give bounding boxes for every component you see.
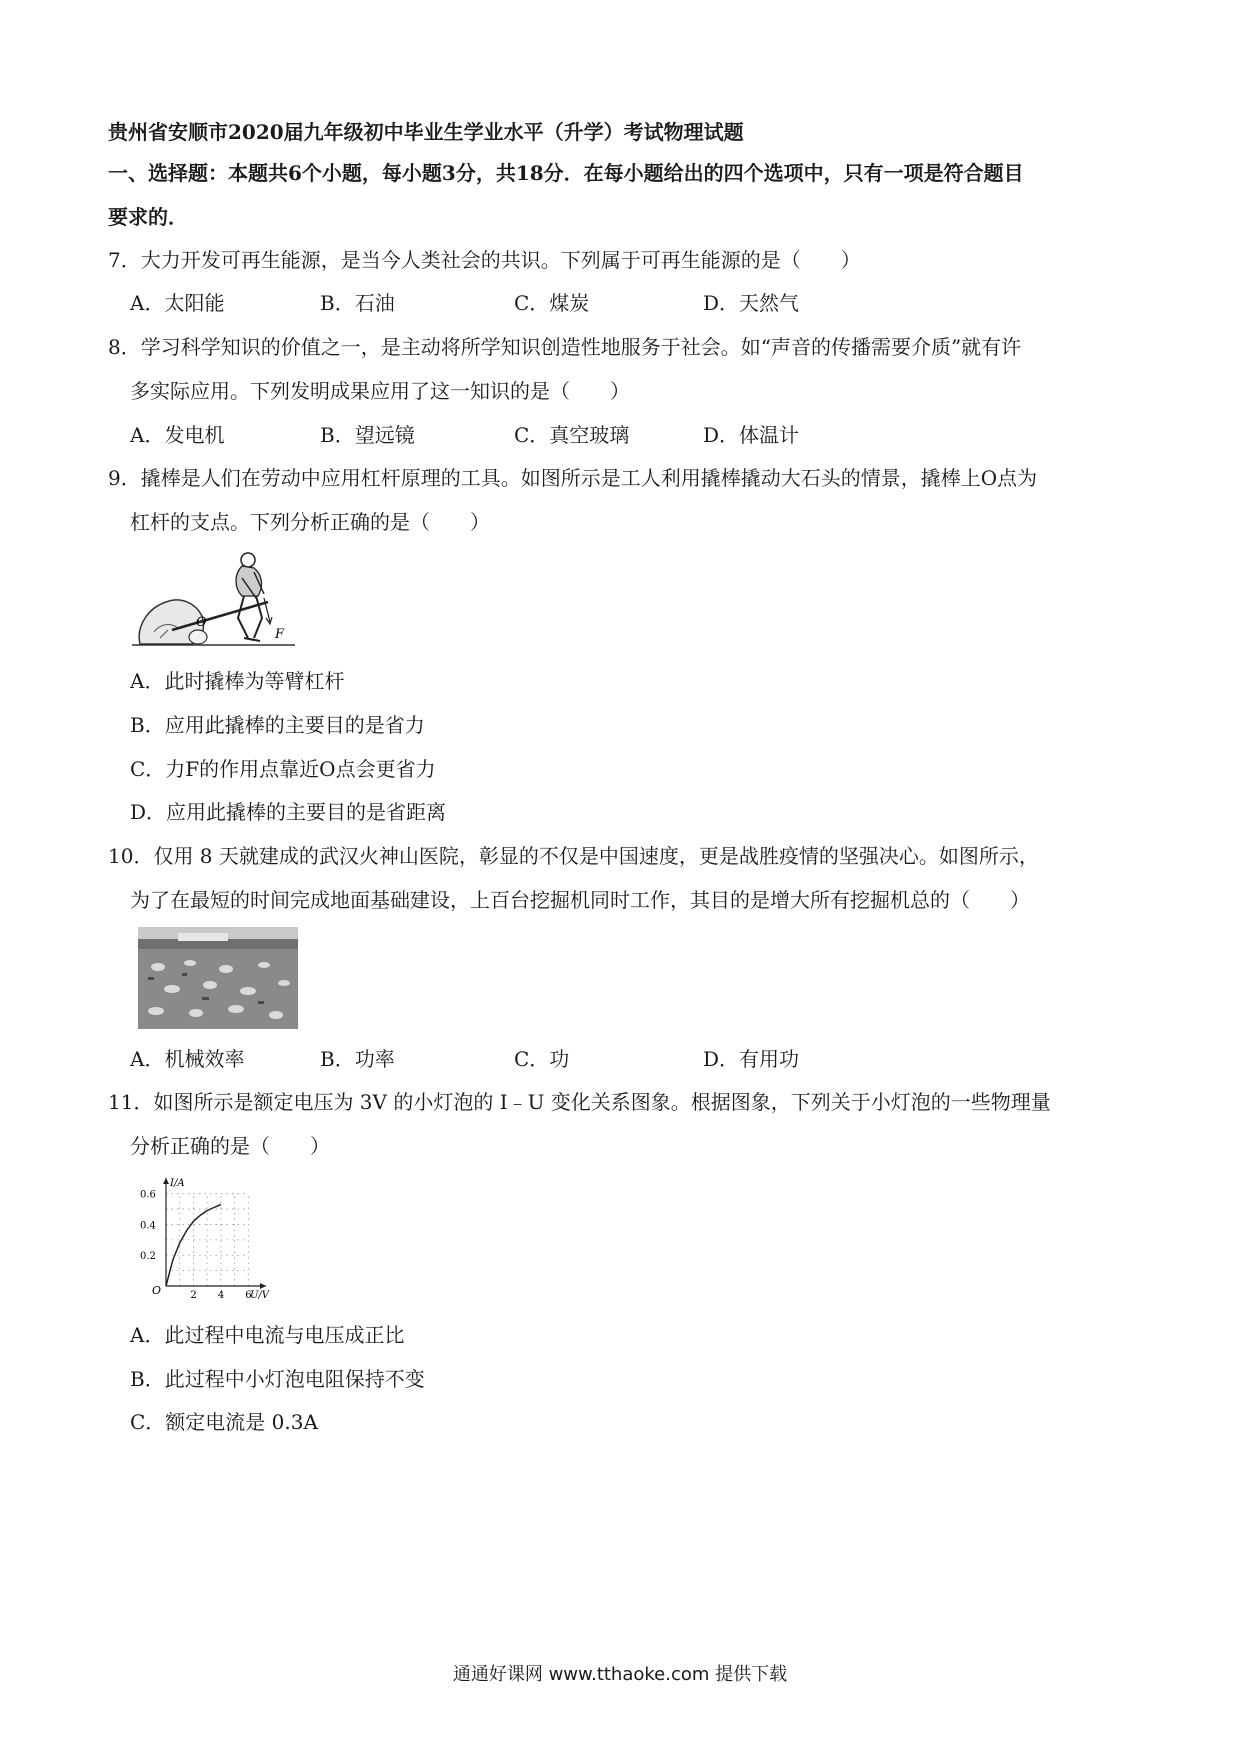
question-11-stem-line2: 分析正确的是（ ） xyxy=(130,1134,330,1158)
y-axis-arrow xyxy=(163,1178,169,1184)
question-10-stem-line2: 为了在最短的时间完成地面基础建设，上百台挖掘机同时工作，其目的是增大所有挖掘机总的（ ） xyxy=(130,888,1030,912)
question-8-stem-line1: 8．学习科学知识的价值之一，是主动将所学知识创造性地服务于社会。如“声音的传播需要介质”就有许 xyxy=(108,335,1022,359)
section-header-line1: 一、选择题：本题共6个小题，每小题3分，共18分．在每小题给出的四个选项中，只有一项是符合题目 xyxy=(108,161,1024,185)
excavators-photo xyxy=(138,927,298,1029)
page-footer: 通通好课网 www.tthaoke.com 提供下载 xyxy=(452,1664,788,1685)
q9-option-d: D．应用此撬棒的主要目的是省距离 xyxy=(130,800,447,824)
section-header-line2: 要求的． xyxy=(108,205,188,229)
q7-option-a: A．太阳能 xyxy=(130,291,225,315)
iu-chart xyxy=(126,1172,276,1302)
x-axis-arrow xyxy=(260,1283,266,1289)
force-label: F xyxy=(275,627,285,642)
chart-origin-label: O xyxy=(152,1284,162,1297)
question-7-stem: 7．大力开发可再生能源，是当今人类社会的共识。下列属于可再生能源的是（ ） xyxy=(108,248,861,272)
q9-option-c: C．力F的作用点靠近O点会更省力 xyxy=(130,757,436,781)
y-tick-label: 0.2 xyxy=(140,1251,156,1263)
q10-option-a: A．机械效率 xyxy=(130,1047,245,1071)
q8-option-b: B．望远镜 xyxy=(320,423,415,447)
q9-option-a: A．此时撬棒为等臂杠杆 xyxy=(130,669,345,693)
q7-option-b: B．石油 xyxy=(320,291,395,315)
q10-option-b: B．功率 xyxy=(320,1047,395,1071)
question-11-stem-line1: 11．如图所示是额定电压为 3V 的小灯泡的 I﹣U 变化关系图象。根据图象，下列关于小灯泡的一些物理量 xyxy=(108,1090,1051,1114)
q8-option-c: C．真空玻璃 xyxy=(514,423,630,447)
q8-option-a: A．发电机 xyxy=(130,423,225,447)
x-tick-label: 4 xyxy=(217,1290,225,1301)
question-10-stem-line1: 10．仅用 8 天就建成的武汉火神山医院，彰显的不仅是中国速度，更是战胜疫情的坚强决心。如图所示， xyxy=(108,844,1039,868)
q7-option-d: D．天然气 xyxy=(703,291,800,315)
y-tick-label: 0.6 xyxy=(140,1189,156,1201)
q7-option-c: C．煤炭 xyxy=(514,291,590,315)
q10-option-d: D．有用功 xyxy=(703,1047,800,1071)
q9-option-b: B．应用此撬棒的主要目的是省力 xyxy=(130,713,425,737)
y-tick-label: 0.4 xyxy=(140,1220,156,1232)
question-9-stem-line2: 杠杆的支点。下列分析正确的是（ ） xyxy=(130,510,490,534)
fulcrum-label: O xyxy=(196,615,207,630)
chart-x-axis-label: U/V xyxy=(250,1290,270,1301)
q10-option-c: C．功 xyxy=(514,1047,570,1071)
x-tick-label: 2 xyxy=(190,1290,197,1301)
x-tick-label: 6 xyxy=(245,1290,252,1301)
q11-option-b: B．此过程中小灯泡电阻保持不变 xyxy=(130,1367,425,1391)
question-8-stem-line2: 多实际应用。下列发明成果应用了这一知识的是（ ） xyxy=(130,379,630,403)
q8-option-d: D．体温计 xyxy=(703,423,800,447)
q11-option-a: A．此过程中电流与电压成正比 xyxy=(130,1323,405,1347)
page-title: 贵州省安顺市2020届九年级初中毕业生学业水平（升学）考试物理试题 xyxy=(108,120,744,144)
question-9-stem-line1: 9．撬棒是人们在劳动中应用杠杆原理的工具。如图所示是工人利用撬棒撬动大石头的情景，撬棒上O点为 xyxy=(108,466,1038,490)
lever-worker-illustration xyxy=(130,546,300,650)
q11-option-c: C．额定电流是 0.3A xyxy=(130,1410,318,1434)
chart-y-axis-label: I/A xyxy=(170,1178,185,1189)
